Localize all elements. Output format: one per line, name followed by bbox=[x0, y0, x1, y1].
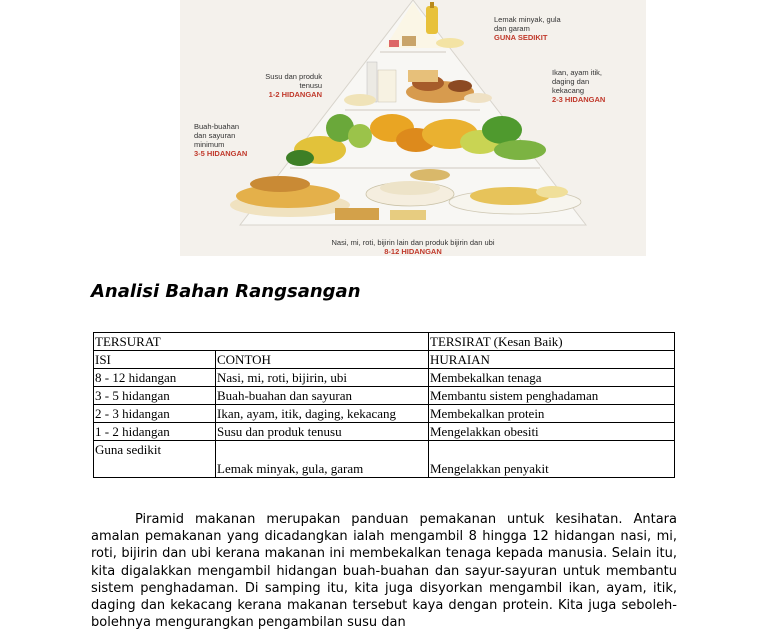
dairy-serving: 1-2 HIDANGAN bbox=[268, 90, 322, 99]
fruit-text-3: minimum bbox=[194, 140, 225, 149]
subheader-contoh: CONTOH bbox=[216, 351, 429, 369]
fruit-text-2: dan sayuran bbox=[194, 131, 236, 140]
row-isi: Guna sedikit bbox=[94, 441, 216, 478]
dairy-label bbox=[232, 72, 322, 99]
protein-label bbox=[552, 68, 605, 104]
table-row bbox=[94, 441, 675, 478]
body-paragraph bbox=[91, 511, 677, 631]
row-isi: 3 - 5 hidangan bbox=[94, 387, 216, 405]
protein-serving: 2-3 HIDANGAN bbox=[552, 95, 606, 104]
food-pyramid-illustration bbox=[180, 0, 646, 256]
dairy-text-1: Susu dan produk bbox=[265, 72, 322, 81]
header-tersurat: TERSURAT bbox=[94, 333, 429, 351]
table-row bbox=[94, 387, 675, 405]
table-row bbox=[94, 423, 675, 441]
table-row bbox=[94, 369, 675, 387]
analysis-table bbox=[93, 332, 675, 478]
paragraph-text: Piramid makanan merupakan panduan pemakanan untuk kesihatan. Antara amalan pemakanan yang dicadangkan ialah mengambil 8 hingga 12 hidangan nasi, mi, roti, bijirin dan ubi kerana makanan ini membekalkan tenaga kepada manusia. Selain itu, kita digalakkan mengambil hidangan buah-buahan dan sayur-sayuran untuk membantu sistem penghadaman. Di samping itu, kita juga disyorkan mengambil ikan, ayam, itik, daging dan kekacang kerana makanan tersebut kaya dengan protein. Kita juga seboleh-bolehnya mengurangkan pengambilan susu dan bbox=[91, 512, 677, 631]
fats-serving: GUNA SEDIKIT bbox=[494, 33, 548, 42]
row-contoh: Lemak minyak, gula, garam bbox=[216, 441, 429, 478]
fruit-text-1: Buah-buahan bbox=[194, 122, 240, 131]
row-huraian: Mengelakkan obesiti bbox=[429, 423, 675, 441]
subheader-isi: ISI bbox=[94, 351, 216, 369]
row-huraian: Membekalkan protein bbox=[429, 405, 675, 423]
section-heading: Analisi Bahan Rangsangan bbox=[91, 281, 361, 302]
fats-text-1: Lemak minyak, gula bbox=[494, 15, 561, 24]
protein-text-3: kekacang bbox=[552, 86, 585, 95]
dairy-text-2: tenusu bbox=[299, 81, 322, 90]
row-huraian: Mengelakkan penyakit bbox=[429, 441, 675, 478]
fats-text-2: dan garam bbox=[494, 24, 530, 33]
row-contoh: Susu dan produk tenusu bbox=[216, 423, 429, 441]
protein-text-2: daging dan bbox=[552, 77, 590, 86]
table-row bbox=[94, 405, 675, 423]
row-contoh: Nasi, mi, roti, bijirin, ubi bbox=[216, 369, 429, 387]
row-isi: 8 - 12 hidangan bbox=[94, 369, 216, 387]
row-huraian: Membantu sistem penghadaman bbox=[429, 387, 675, 405]
fruit-label bbox=[194, 122, 247, 158]
grains-serving: 8-12 HIDANGAN bbox=[384, 247, 442, 256]
food-pyramid-image bbox=[180, 0, 646, 256]
grains-label bbox=[180, 238, 646, 256]
row-isi: 1 - 2 hidangan bbox=[94, 423, 216, 441]
fruit-serving: 3-5 HIDANGAN bbox=[194, 149, 248, 158]
row-contoh: Ikan, ayam, itik, daging, kekacang bbox=[216, 405, 429, 423]
header-tersirat: TERSIRAT (Kesan Baik) bbox=[429, 333, 675, 351]
grains-text-1: Nasi, mi, roti, bijirin lain dan produk bijirin dan ubi bbox=[331, 238, 495, 247]
row-huraian: Membekalkan tenaga bbox=[429, 369, 675, 387]
fats-label bbox=[494, 15, 561, 42]
protein-text-1: Ikan, ayam itik, bbox=[552, 68, 603, 77]
subheader-huraian: HURAIAN bbox=[429, 351, 675, 369]
row-contoh: Buah-buahan dan sayuran bbox=[216, 387, 429, 405]
row-isi: 2 - 3 hidangan bbox=[94, 405, 216, 423]
table-header-row bbox=[94, 333, 675, 351]
table-subheader-row bbox=[94, 351, 675, 369]
